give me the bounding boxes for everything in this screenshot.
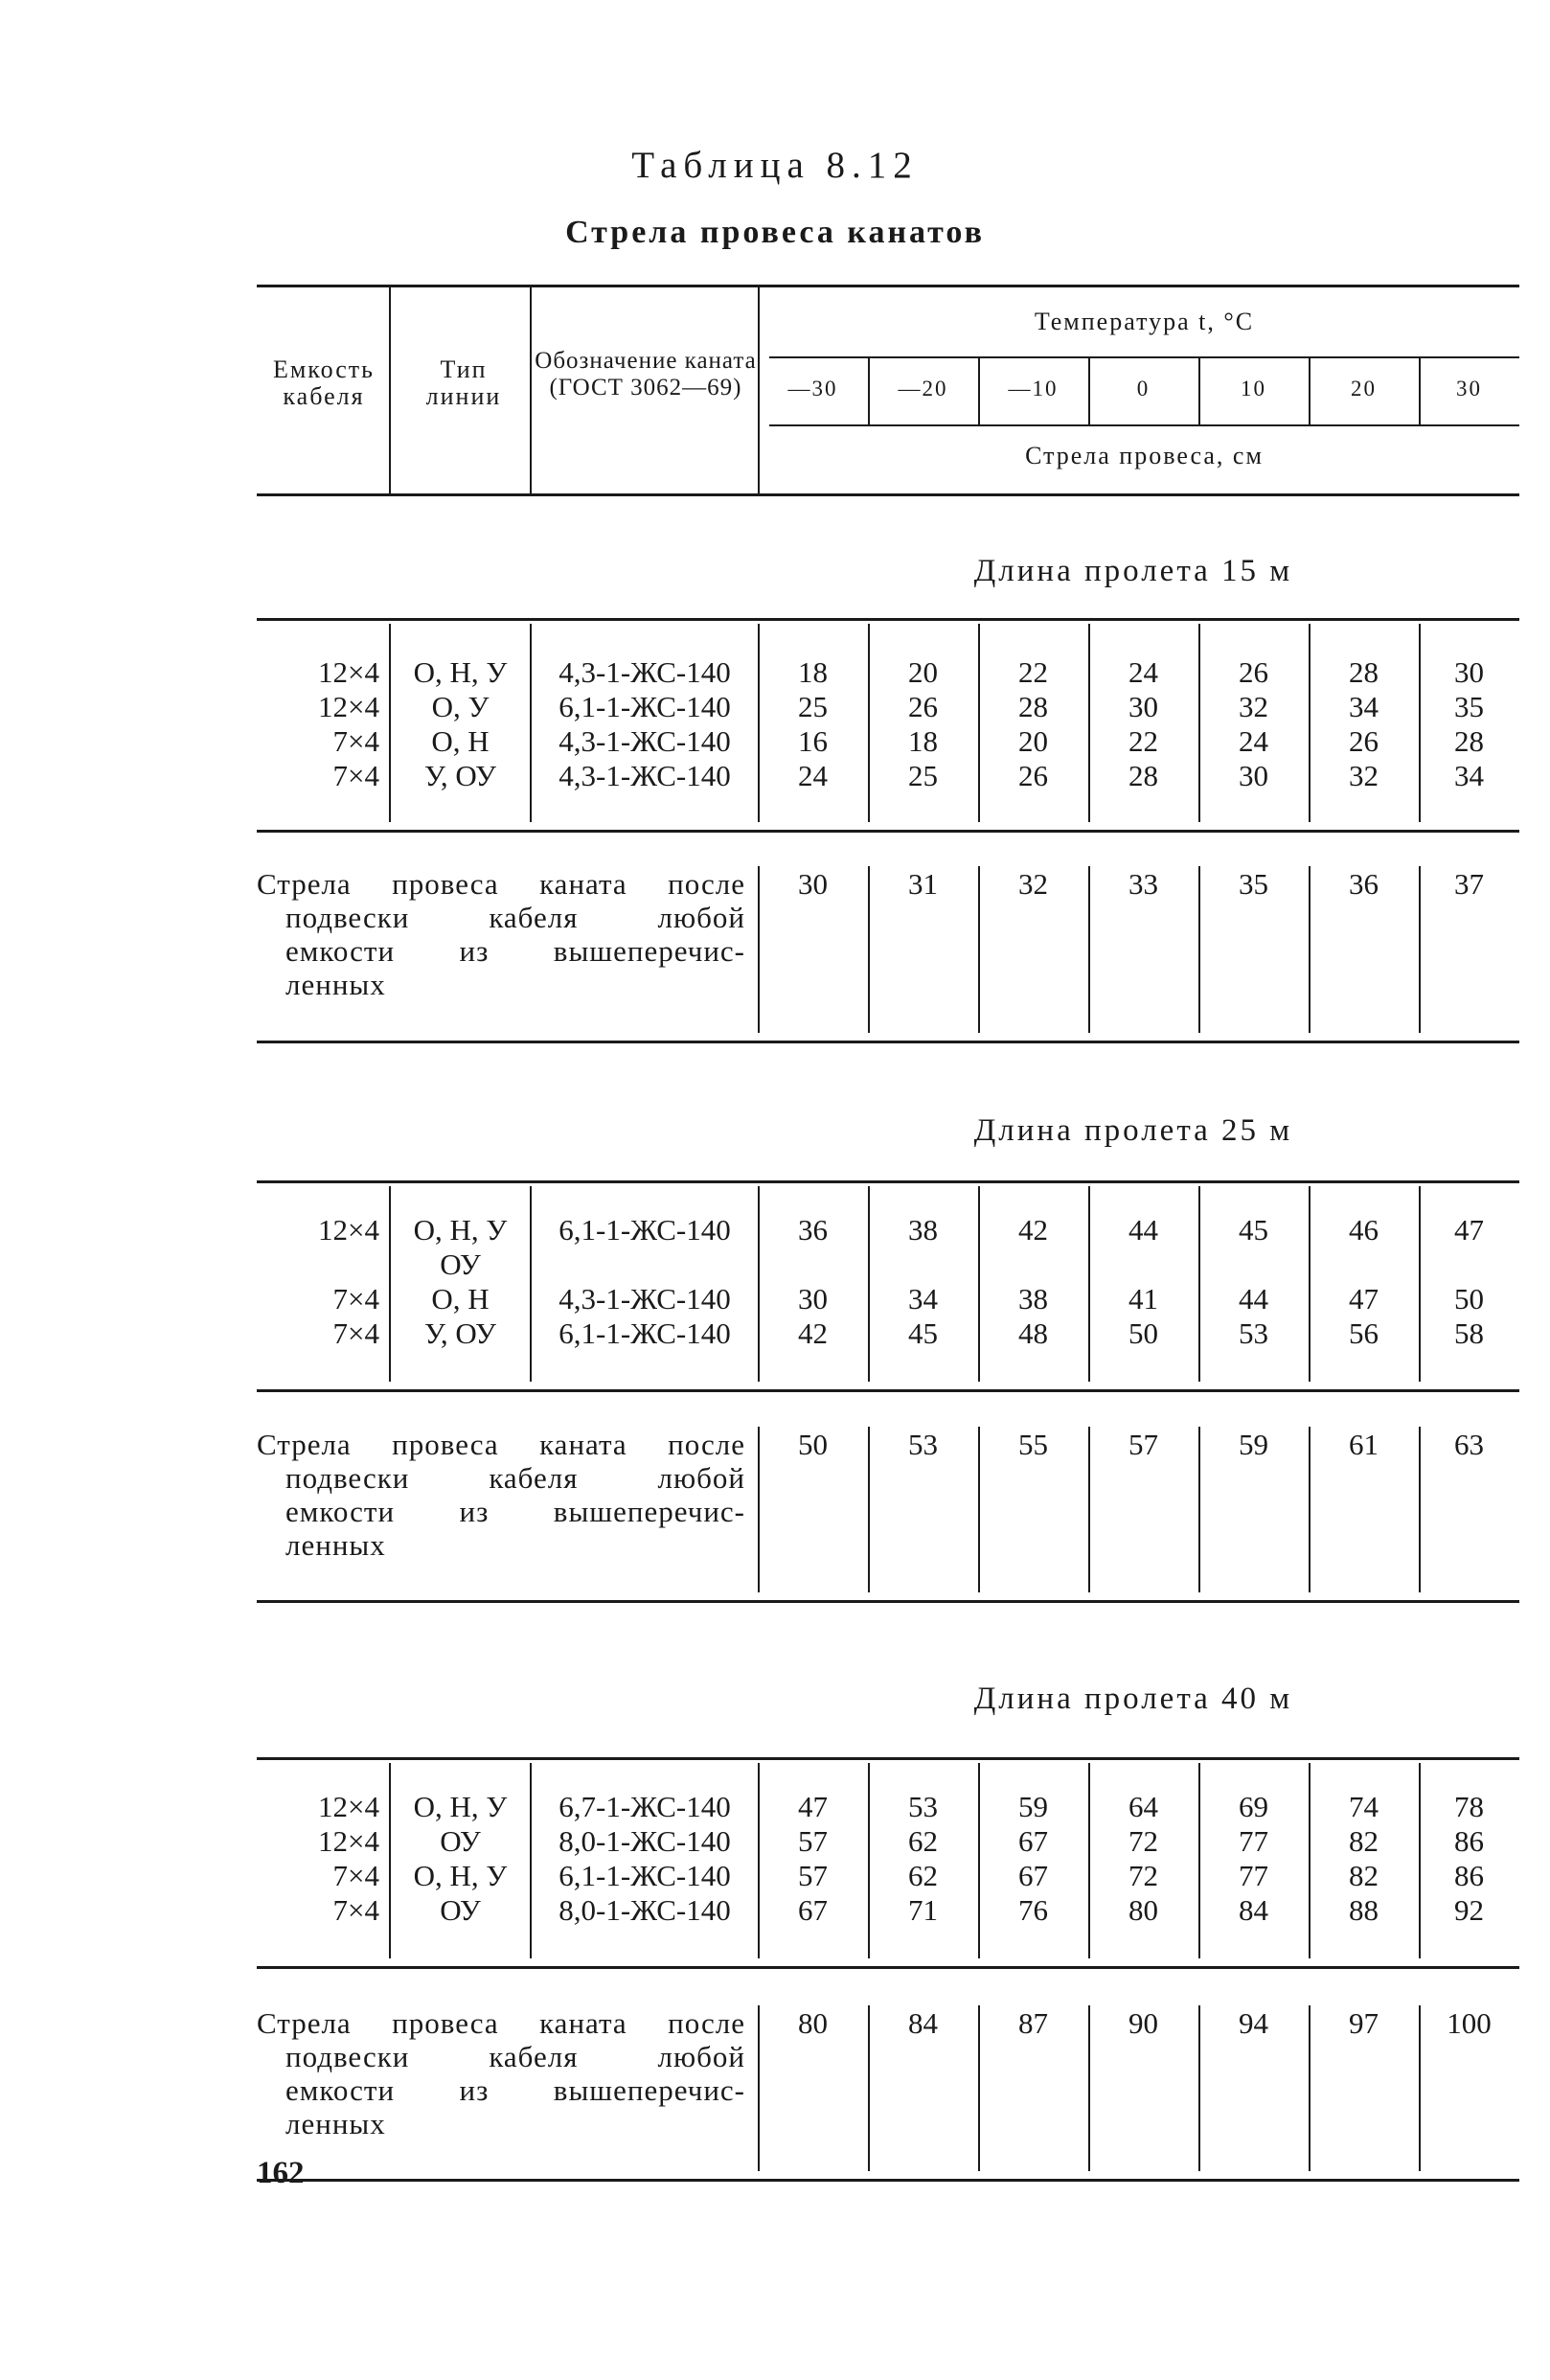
note-value-cell: 61 [1349,1428,1379,1461]
note-value-cell: 32 [1018,867,1048,901]
sag-value-cell: 24 [1239,724,1268,758]
note-value-cell: 36 [1349,867,1379,901]
sag-value-cell: 42 [1018,1213,1048,1247]
note-value-cell: 30 [798,867,828,901]
sag-value-cell: 62 [908,1859,938,1892]
note-line: ленных [285,2107,386,2140]
capacity-cell: 12×4 [318,1790,379,1823]
rope-cell: 4,3-1-ЖС-140 [558,759,731,792]
sag-value-cell: 50 [1454,1282,1484,1316]
temperature-divider [868,358,870,424]
sag-value-cell: 22 [1128,724,1158,758]
note-value-cell: 50 [798,1428,828,1461]
sag-value-cell: 34 [908,1282,938,1316]
sag-value-cell: 92 [1454,1893,1484,1927]
rope-cell: 4,3-1-ЖС-140 [558,1282,731,1316]
line-type-cell: О, Н, У [413,1213,508,1247]
sag-value-cell: 20 [1018,724,1048,758]
sag-value-cell: 30 [1128,690,1158,723]
sag-value-cell: 28 [1018,690,1048,723]
sag-value-cell: 34 [1454,759,1484,792]
sag-value-cell: 84 [1239,1893,1268,1927]
sag-value-cell: 77 [1239,1824,1268,1858]
rope-cell: 4,3-1-ЖС-140 [558,724,731,758]
line-type-cell: О, Н, У [413,655,508,689]
table-title: Стрела провеса канатов [565,215,985,250]
note-line: Стрела провеса каната после [257,867,745,901]
sag-value-cell: 46 [1349,1213,1379,1247]
note-value-cell: 87 [1018,2006,1048,2040]
section-top-rule [257,618,1519,621]
header-top-rule [257,285,1519,287]
sag-value-cell: 47 [1454,1213,1484,1247]
sag-value-cell: 26 [908,690,938,723]
sag-value-cell: 76 [1018,1893,1048,1927]
sag-value-cell: 48 [1018,1316,1048,1350]
temperature-header-cell: —30 [787,377,838,400]
sag-value-cell: 86 [1454,1859,1484,1892]
temperature-divider [1088,358,1090,424]
rope-cell: 4,3-1-ЖС-140 [558,655,731,689]
temperature-header-cell: —10 [1008,377,1059,400]
sag-value-cell: 44 [1128,1213,1158,1247]
section-top-rule [257,1180,1519,1183]
sag-value-cell: 72 [1128,1859,1158,1892]
header-divider [530,287,532,493]
capacity-cell: 7×4 [332,1859,379,1892]
sag-value-cell: 24 [798,759,828,792]
sag-value-cell: 25 [798,690,828,723]
note-value-cell: 31 [908,867,938,901]
note-value-cell: 63 [1454,1428,1484,1461]
sag-value-cell: 36 [798,1213,828,1247]
note-line: Стрела провеса каната после [257,1428,745,1461]
sag-value-cell: 59 [1018,1790,1048,1823]
sag-value-cell: 69 [1239,1790,1268,1823]
sag-value-cell: 58 [1454,1316,1484,1350]
sag-value-cell: 86 [1454,1824,1484,1858]
sag-value-cell: 30 [798,1282,828,1316]
line-type-cell: ОУ [440,1824,481,1858]
capacity-cell: 12×4 [318,1213,379,1247]
sag-value-cell: 47 [798,1790,828,1823]
sag-value-cell: 38 [908,1213,938,1247]
sag-value-cell: 67 [1018,1824,1048,1858]
capacity-cell: 12×4 [318,1824,379,1858]
note-value-cell: 53 [908,1428,938,1461]
sag-value-cell: 57 [798,1859,828,1892]
line-type-cell: У, ОУ [424,759,496,792]
rope-cell: 6,1-1-ЖС-140 [558,690,731,723]
sag-value-cell: 28 [1454,724,1484,758]
header-sag: Стрела провеса, см [1025,442,1264,469]
sag-value-cell: 45 [1239,1213,1268,1247]
sag-value-cell: 26 [1239,655,1268,689]
header-designation: Обозначение каната (ГОСТ 3062—69) [535,348,757,400]
sag-value-cell: 56 [1349,1316,1379,1350]
rope-cell: 8,0-1-ЖС-140 [558,1893,731,1927]
note-line: емкости из вышеперечис- [285,1495,745,1528]
sag-value-cell: 78 [1454,1790,1484,1823]
line-type-cell: ОУ [440,1247,481,1281]
rope-cell: 6,1-1-ЖС-140 [558,1316,731,1350]
note-value-cell: 94 [1239,2006,1268,2040]
sag-value-cell: 44 [1239,1282,1268,1316]
sag-value-cell: 45 [908,1316,938,1350]
header-line-type: Тип линии [425,355,502,410]
note-line: ленных [285,968,386,1001]
sag-value-cell: 38 [1018,1282,1048,1316]
sag-value-cell: 42 [798,1316,828,1350]
section-bottom-rule [257,1041,1519,1043]
sag-value-cell: 28 [1128,759,1158,792]
section-mid-rule [257,1966,1519,1969]
temperature-header-cell: 10 [1241,377,1266,400]
section-mid-rule [257,1389,1519,1392]
temperature-rule [769,356,1519,358]
note-value-cell: 59 [1239,1428,1268,1461]
sag-value-cell: 28 [1349,655,1379,689]
line-type-cell: ОУ [440,1893,481,1927]
line-type-cell: О, У [431,690,490,723]
section-bottom-rule [257,2179,1519,2182]
header-temperature: Температура t, °С [1034,308,1255,335]
note-value-cell: 80 [798,2006,828,2040]
line-type-cell: О, Н [431,724,490,758]
note-value-cell: 35 [1239,867,1268,901]
sag-value-cell: 18 [798,655,828,689]
note-line: Стрела провеса каната после [257,2006,745,2040]
section-top-rule [257,1757,1519,1760]
sag-value-cell: 82 [1349,1859,1379,1892]
sag-value-cell: 80 [1128,1893,1158,1927]
temperature-divider [1419,358,1421,424]
section-mid-rule [257,830,1519,833]
sag-value-cell: 57 [798,1824,828,1858]
note-line: подвески кабеля любой [285,2040,745,2073]
sag-value-cell: 20 [908,655,938,689]
note-line: ленных [285,1528,386,1562]
header-divider [389,287,391,493]
sag-value-cell: 16 [798,724,828,758]
sag-value-cell: 77 [1239,1859,1268,1892]
sag-value-cell: 67 [798,1893,828,1927]
sag-value-cell: 26 [1349,724,1379,758]
note-line: подвески кабеля любой [285,1461,745,1495]
note-value-cell: 37 [1454,867,1484,901]
note-value-cell: 97 [1349,2006,1379,2040]
sag-value-cell: 22 [1018,655,1048,689]
temperature-header-cell: —20 [898,377,948,400]
line-type-cell: О, Н, У [413,1859,508,1892]
temperature-divider [1309,358,1311,424]
rope-cell: 6,1-1-ЖС-140 [558,1213,731,1247]
sag-rule [769,424,1519,426]
sag-value-cell: 82 [1349,1824,1379,1858]
sag-value-cell: 74 [1349,1790,1379,1823]
sag-value-cell: 30 [1239,759,1268,792]
line-type-cell: О, Н, У [413,1790,508,1823]
temperature-header-cell: 0 [1136,377,1151,400]
note-value-cell: 84 [908,2006,938,2040]
section-title: Длина пролета 15 м [973,554,1293,588]
rope-cell: 6,1-1-ЖС-140 [558,1859,731,1892]
temperature-header-cell: 20 [1351,377,1377,400]
table-caption: Таблица 8.12 [631,145,919,186]
capacity-cell: 7×4 [332,1316,379,1350]
section-bottom-rule [257,1600,1519,1603]
note-value-cell: 90 [1128,2006,1158,2040]
temperature-divider [1198,358,1200,424]
sag-value-cell: 53 [908,1790,938,1823]
sag-value-cell: 34 [1349,690,1379,723]
rope-cell: 6,7-1-ЖС-140 [558,1790,731,1823]
header-bottom-rule [257,493,1519,496]
note-value-cell: 55 [1018,1428,1048,1461]
sag-value-cell: 41 [1128,1282,1158,1316]
sag-value-cell: 26 [1018,759,1048,792]
sag-value-cell: 35 [1454,690,1484,723]
sag-value-cell: 53 [1239,1316,1268,1350]
capacity-cell: 12×4 [318,690,379,723]
sag-value-cell: 25 [908,759,938,792]
temperature-divider [978,358,980,424]
sag-value-cell: 72 [1128,1824,1158,1858]
temperature-header-cell: 30 [1456,377,1482,400]
sag-value-cell: 32 [1349,759,1379,792]
sag-value-cell: 24 [1128,655,1158,689]
capacity-cell: 7×4 [332,724,379,758]
rope-cell: 8,0-1-ЖС-140 [558,1824,731,1858]
line-type-cell: У, ОУ [424,1316,496,1350]
sag-value-cell: 62 [908,1824,938,1858]
note-line: емкости из вышеперечис- [285,2073,745,2107]
sag-value-cell: 32 [1239,690,1268,723]
sag-value-cell: 67 [1018,1859,1048,1892]
capacity-cell: 7×4 [332,759,379,792]
page-number: 162 [257,2156,305,2190]
sag-value-cell: 18 [908,724,938,758]
capacity-cell: 12×4 [318,655,379,689]
note-line: емкости из вышеперечис- [285,934,745,968]
note-line: подвески кабеля любой [285,901,745,934]
sag-value-cell: 71 [908,1893,938,1927]
note-value-cell: 33 [1128,867,1158,901]
sag-value-cell: 50 [1128,1316,1158,1350]
note-value-cell: 100 [1447,2006,1492,2040]
section-title: Длина пролета 40 м [973,1682,1293,1716]
capacity-cell: 7×4 [332,1893,379,1927]
note-value-cell: 57 [1128,1428,1158,1461]
header-capacity: Емкость кабеля [272,355,376,410]
capacity-cell: 7×4 [332,1282,379,1316]
sag-value-cell: 88 [1349,1893,1379,1927]
section-title: Длина пролета 25 м [973,1113,1293,1148]
sag-value-cell: 30 [1454,655,1484,689]
sag-value-cell: 47 [1349,1282,1379,1316]
line-type-cell: О, Н [431,1282,490,1316]
sag-value-cell: 64 [1128,1790,1158,1823]
